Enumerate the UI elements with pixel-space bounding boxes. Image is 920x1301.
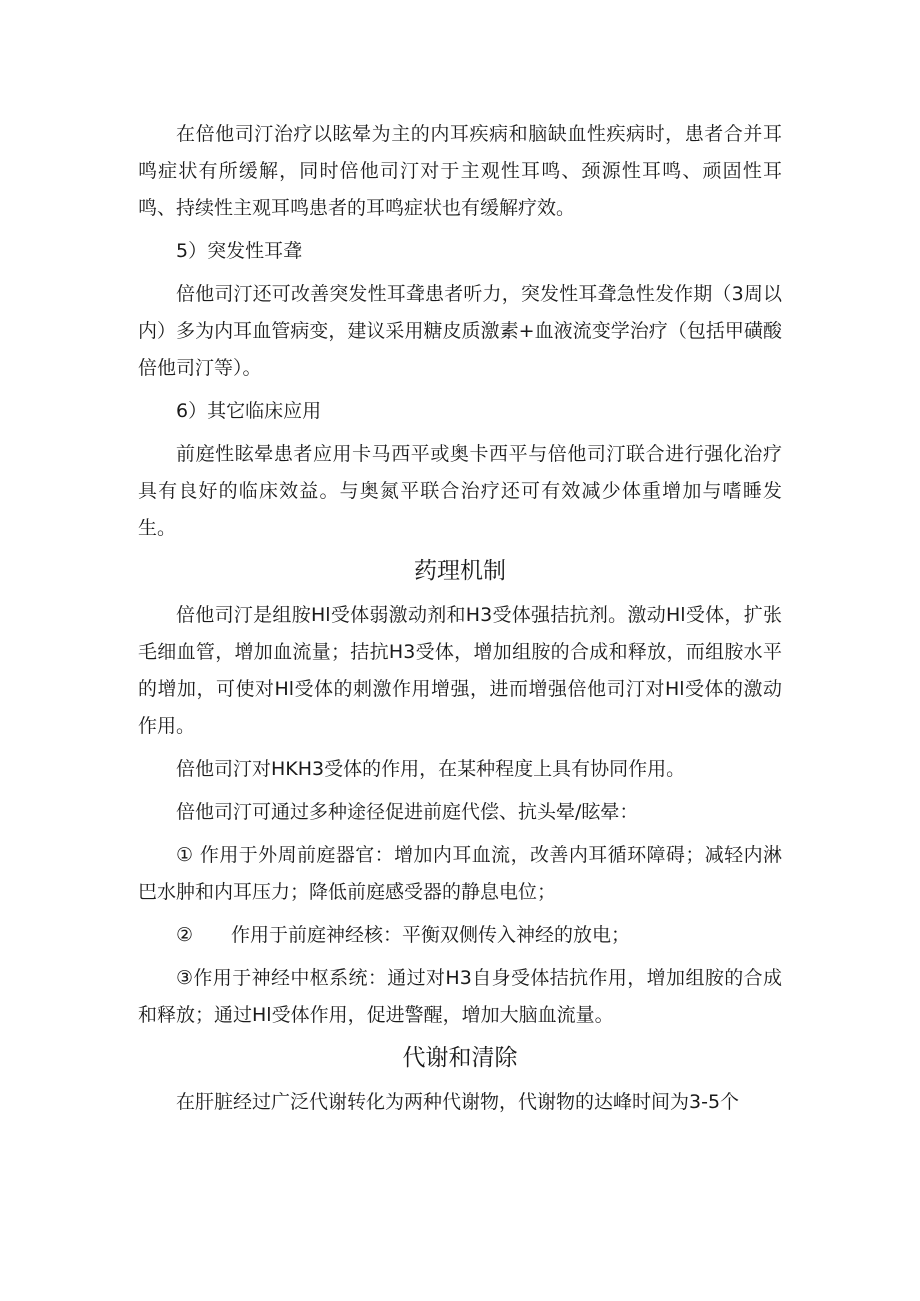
list-marker: ②: [176, 924, 194, 946]
paragraph-sudden-deafness: 倍他司汀还可改善突发性耳聋患者听力，突发性耳聋急性发作期（3周以内）多为内耳血管病变，建议采用糖皮质激素+血液流变学治疗（包括甲磺酸倍他司汀等）。: [138, 283, 782, 379]
paragraph-pharmacology-1: 倍他司汀是组胺Hl受体弱激动剂和H3受体强拮抗剂。激动Hl受体，扩张毛细血管，增加血流量；拮抗H3受体，增加组胺的合成和释放，而组胺水平的增加，可使对Hl受体的刺激作用增强，进而增强倍他司汀对Hl受体的激动作用。: [138, 604, 782, 737]
paragraph-pharmacology-2: 倍他司汀对HKH3受体的作用，在某种程度上具有协同作用。: [176, 758, 686, 780]
section-heading-pharmacology: 药理机制: [414, 558, 506, 584]
list-item-vestibular-nucleus: [138, 917, 782, 954]
section-heading-metabolism: 代谢和清除: [402, 1045, 518, 1071]
list-item-text: 作用于前庭神经核：平衡双侧传入神经的放电；: [231, 924, 631, 946]
subheading-sudden-deafness: 5）突发性耳聋: [176, 240, 303, 262]
list-item-peripheral: ① 作用于外周前庭器官：增加内耳血流，改善内耳循环障碍；减轻内淋巴水肿和内耳压力；降低前庭感受器的静息电位；: [138, 844, 782, 903]
paragraph-other-applications: 前庭性眩晕患者应用卡马西平或奥卡西平与倍他司汀联合进行强化治疗具有良好的临床效益。与奥氮平联合治疗还可有效减少体重增加与嗜睡发生。: [138, 443, 782, 539]
paragraph-tinnitus: 在倍他司汀治疗以眩晕为主的内耳疾病和脑缺血性疾病时，患者合并耳鸣症状有所缓解，同时倍他司汀对于主观性耳鸣、颈源性耳鸣、顽固性耳鸣、持续性主观耳鸣患者的耳鸣症状也有缓解疗效。: [138, 123, 782, 219]
list-item-central: ③作用于神经中枢系统：通过对H3自身受体拮抗作用，增加组胺的合成和释放；通过Hl受体作用，促进警醒，增加大脑血流量。: [138, 967, 782, 1026]
paragraph-metabolism-1: 在肝脏经过广泛代谢转化为两种代谢物，代谢物的达峰时间为3-5个: [176, 1091, 740, 1113]
paragraph-pharmacology-3: 倍他司汀可通过多种途径促进前庭代偿、抗头晕/眩晕：: [176, 801, 639, 823]
subheading-other-applications: 6）其它临床应用: [176, 400, 322, 422]
